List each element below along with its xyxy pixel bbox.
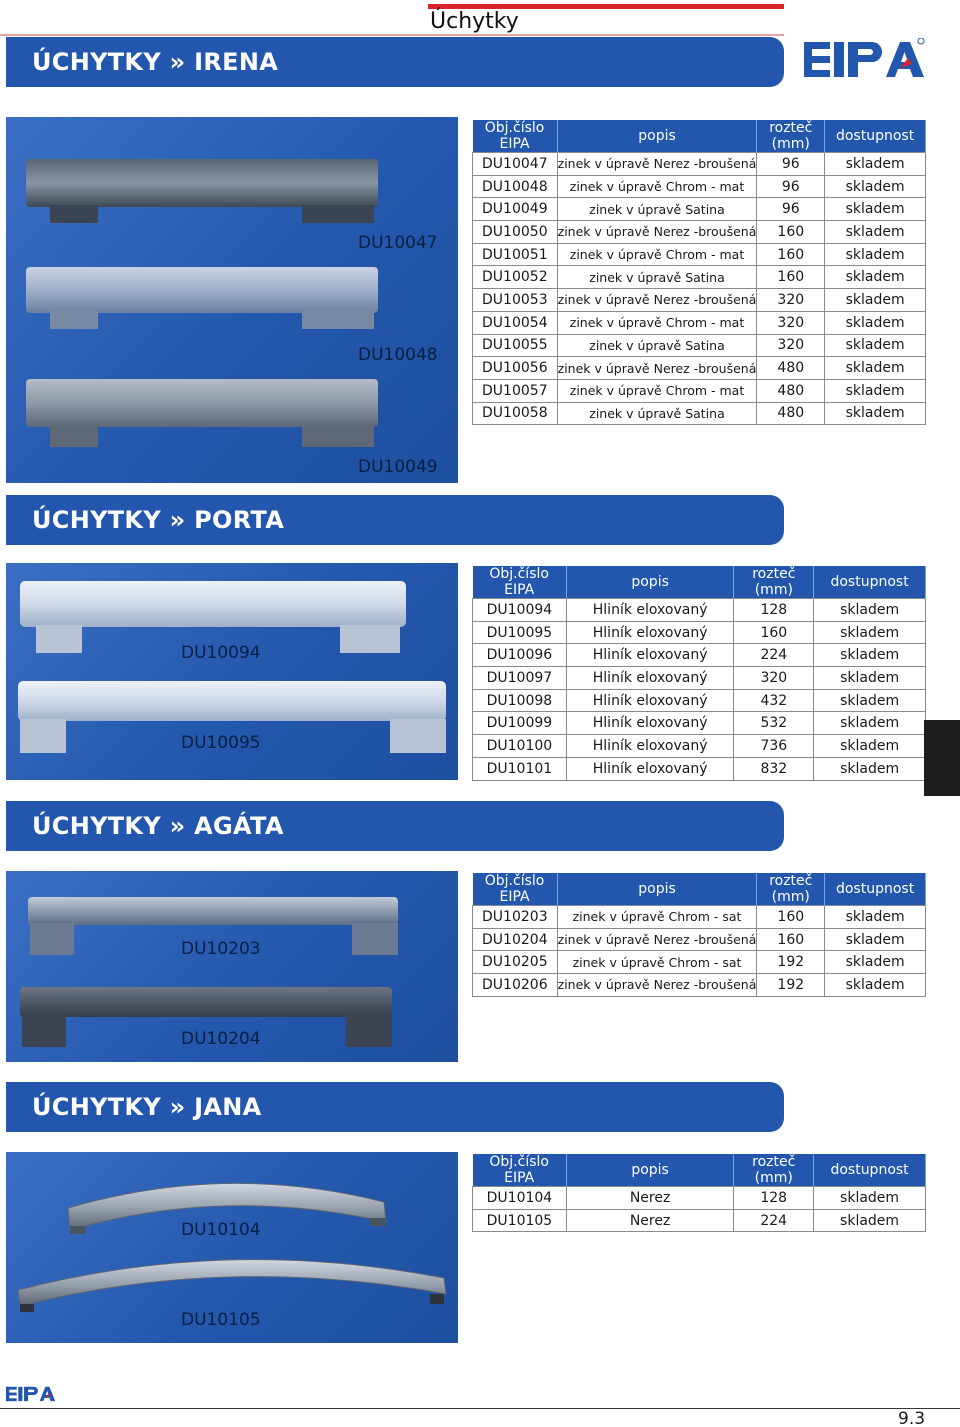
cell-code: DU10204 xyxy=(473,928,558,951)
section-banner-irena: ÚCHYTKY » IRENA xyxy=(6,37,784,87)
cell-availability: skladem xyxy=(814,689,926,712)
product-photo-irena xyxy=(6,117,458,483)
cell-description: zinek v úpravě Chrom - mat xyxy=(557,379,757,402)
col-header-code: Obj.číslo EIPA xyxy=(473,1154,567,1187)
cell-availability: skladem xyxy=(814,644,926,667)
cell-description: Nerez xyxy=(566,1187,733,1210)
cell-code: DU10057 xyxy=(473,379,558,402)
product-photo-jana xyxy=(6,1152,458,1343)
handle-du10105 xyxy=(18,1260,446,1312)
table-row xyxy=(473,289,926,312)
cell-spacing: 192 xyxy=(757,974,825,997)
cell-description: zinek v úpravě Chrom - mat xyxy=(557,175,757,198)
cell-code: DU10049 xyxy=(473,198,558,221)
cell-spacing: 128 xyxy=(734,599,814,622)
cell-spacing: 480 xyxy=(757,357,825,380)
cell-availability: skladem xyxy=(825,243,926,266)
cell-code: DU10098 xyxy=(473,689,567,712)
col-header-availability: dostupnost xyxy=(814,1154,926,1187)
cell-code: DU10048 xyxy=(473,175,558,198)
cell-availability: skladem xyxy=(814,1209,926,1232)
photo-label: DU10203 xyxy=(181,939,261,959)
cell-code: DU10053 xyxy=(473,289,558,312)
chapter-side-tab xyxy=(924,720,960,796)
cell-spacing: 160 xyxy=(757,266,825,289)
page-title: Úchytky xyxy=(430,9,519,34)
cell-availability: skladem xyxy=(814,757,926,780)
table-header-row xyxy=(473,873,926,906)
col-header-availability: dostupnost xyxy=(825,873,926,906)
table-row xyxy=(473,928,926,951)
photo-label: DU10204 xyxy=(181,1029,261,1049)
cell-spacing: 320 xyxy=(757,289,825,312)
cell-availability: skladem xyxy=(825,928,926,951)
cell-spacing: 832 xyxy=(734,757,814,780)
table-row xyxy=(473,198,926,221)
col-header-spacing: rozteč (mm) xyxy=(757,873,825,906)
table-row xyxy=(473,153,926,176)
cell-availability: skladem xyxy=(825,334,926,357)
table-row xyxy=(473,379,926,402)
table-row xyxy=(473,667,926,690)
col-header-code: Obj.číslo EIPA xyxy=(473,120,558,153)
cell-availability: skladem xyxy=(825,198,926,221)
cell-code: DU10206 xyxy=(473,974,558,997)
cell-code: DU10054 xyxy=(473,311,558,334)
product-table-porta xyxy=(472,566,926,781)
table-header-row xyxy=(473,566,926,599)
cell-code: DU10101 xyxy=(473,757,567,780)
cell-code: DU10205 xyxy=(473,951,558,974)
cell-description: zinek v úpravě Satina xyxy=(557,334,757,357)
cell-description: zinek v úpravě Nerez -broušená xyxy=(557,928,757,951)
table-row xyxy=(473,311,926,334)
cell-code: DU10056 xyxy=(473,357,558,380)
cell-availability: skladem xyxy=(825,951,926,974)
cell-spacing: 160 xyxy=(734,621,814,644)
cell-spacing: 96 xyxy=(757,198,825,221)
col-header-spacing: rozteč (mm) xyxy=(734,566,814,599)
cell-availability: skladem xyxy=(825,402,926,425)
cell-description: Nerez xyxy=(566,1209,733,1232)
table-header-row xyxy=(473,1154,926,1187)
table-header-row xyxy=(473,120,926,153)
cell-description: Hliník eloxovaný xyxy=(566,644,734,667)
cell-spacing: 160 xyxy=(757,928,825,951)
cell-spacing: 320 xyxy=(757,334,825,357)
cell-availability: skladem xyxy=(814,621,926,644)
table-row xyxy=(473,735,926,758)
table-row xyxy=(473,906,926,929)
table-row xyxy=(473,1209,926,1232)
cell-spacing: 160 xyxy=(757,906,825,929)
cell-spacing: 480 xyxy=(757,402,825,425)
cell-spacing: 96 xyxy=(757,153,825,176)
handle-du10047 xyxy=(26,159,378,223)
cell-spacing: 736 xyxy=(734,735,814,758)
cell-availability: skladem xyxy=(814,1187,926,1210)
cell-description: Hliník eloxovaný xyxy=(566,667,734,690)
cell-code: DU10055 xyxy=(473,334,558,357)
col-header-code: Obj.číslo EIPA xyxy=(473,566,567,599)
col-header-spacing: rozteč (mm) xyxy=(734,1154,814,1187)
handle-du10049 xyxy=(26,379,378,447)
photo-label: DU10049 xyxy=(358,457,438,477)
cell-description: zinek v úpravě Chrom - sat xyxy=(557,951,757,974)
page-number: 9.3 xyxy=(898,1409,926,1427)
cell-availability: skladem xyxy=(825,153,926,176)
cell-availability: skladem xyxy=(814,599,926,622)
cell-spacing: 96 xyxy=(757,175,825,198)
handle-du10048 xyxy=(26,267,378,329)
cell-availability: skladem xyxy=(814,712,926,735)
cell-spacing: 224 xyxy=(734,1209,814,1232)
col-header-availability: dostupnost xyxy=(814,566,926,599)
cell-spacing: 224 xyxy=(734,644,814,667)
cell-spacing: 192 xyxy=(757,951,825,974)
cell-description: Hliník eloxovaný xyxy=(566,757,734,780)
cell-code: DU10058 xyxy=(473,402,558,425)
cell-code: DU10050 xyxy=(473,221,558,244)
eipa-logo xyxy=(804,38,926,86)
table-row xyxy=(473,712,926,735)
product-photo-porta xyxy=(6,563,458,780)
cell-code: DU10097 xyxy=(473,667,567,690)
section-banner-jana: ÚCHYTKY » JANA xyxy=(6,1082,784,1132)
cell-code: DU10047 xyxy=(473,153,558,176)
col-header-spacing: rozteč (mm) xyxy=(757,120,825,153)
cell-code: DU10099 xyxy=(473,712,567,735)
photo-label: DU10104 xyxy=(181,1220,261,1240)
table-row xyxy=(473,644,926,667)
cell-code: DU10051 xyxy=(473,243,558,266)
cell-availability: skladem xyxy=(825,906,926,929)
cell-description: Hliník eloxovaný xyxy=(566,735,734,758)
cell-availability: skladem xyxy=(825,289,926,312)
cell-availability: skladem xyxy=(825,379,926,402)
cell-spacing: 480 xyxy=(757,379,825,402)
cell-spacing: 160 xyxy=(757,243,825,266)
section-banner-agata: ÚCHYTKY » AGÁTA xyxy=(6,801,784,851)
cell-code: DU10094 xyxy=(473,599,567,622)
cell-description: zinek v úpravě Satina xyxy=(557,198,757,221)
cell-description: zinek v úpravě Satina xyxy=(557,402,757,425)
table-row xyxy=(473,334,926,357)
cell-code: DU10105 xyxy=(473,1209,567,1232)
product-table-jana xyxy=(472,1154,926,1232)
photo-label: DU10095 xyxy=(181,733,261,753)
cell-spacing: 128 xyxy=(734,1187,814,1210)
cell-availability: skladem xyxy=(825,357,926,380)
table-row xyxy=(473,974,926,997)
cell-code: DU10203 xyxy=(473,906,558,929)
table-row xyxy=(473,621,926,644)
cell-description: zinek v úpravě Nerez -broušená xyxy=(557,289,757,312)
cell-spacing: 320 xyxy=(757,311,825,334)
header-divider xyxy=(0,34,784,36)
cell-description: zinek v úpravě Nerez -broušená xyxy=(557,974,757,997)
cell-code: DU10100 xyxy=(473,735,567,758)
cell-description: Hliník eloxovaný xyxy=(566,621,734,644)
product-table-agata xyxy=(472,873,926,997)
cell-code: DU10104 xyxy=(473,1187,567,1210)
cell-availability: skladem xyxy=(825,311,926,334)
table-row xyxy=(473,175,926,198)
cell-availability: skladem xyxy=(825,266,926,289)
table-row xyxy=(473,599,926,622)
cell-description: zinek v úpravě Chrom - mat xyxy=(557,243,757,266)
col-header-availability: dostupnost xyxy=(825,120,926,153)
cell-spacing: 320 xyxy=(734,667,814,690)
cell-code: DU10052 xyxy=(473,266,558,289)
photo-label: DU10047 xyxy=(358,233,438,253)
cell-availability: skladem xyxy=(825,175,926,198)
cell-description: zinek v úpravě Nerez -broušená xyxy=(557,357,757,380)
col-header-description: popis xyxy=(557,120,757,153)
handle-illustrations-irena xyxy=(6,117,458,483)
cell-description: zinek v úpravě Nerez -broušená xyxy=(557,221,757,244)
table-row xyxy=(473,1187,926,1210)
cell-availability: skladem xyxy=(825,221,926,244)
cell-description: Hliník eloxovaný xyxy=(566,599,734,622)
photo-label: DU10094 xyxy=(181,643,261,663)
product-photo-agata xyxy=(6,871,458,1062)
cell-spacing: 160 xyxy=(757,221,825,244)
cell-description: zinek v úpravě Chrom - mat xyxy=(557,311,757,334)
cell-code: DU10095 xyxy=(473,621,567,644)
cell-code: DU10096 xyxy=(473,644,567,667)
cell-availability: skladem xyxy=(814,667,926,690)
col-header-description: popis xyxy=(557,873,757,906)
eipa-logo-footer xyxy=(6,1384,56,1406)
col-header-code: Obj.číslo EIPA xyxy=(473,873,558,906)
cell-availability: skladem xyxy=(814,735,926,758)
table-row xyxy=(473,689,926,712)
table-row xyxy=(473,243,926,266)
table-row xyxy=(473,951,926,974)
table-row xyxy=(473,402,926,425)
cell-spacing: 432 xyxy=(734,689,814,712)
cell-description: zinek v úpravě Nerez -broušená xyxy=(557,153,757,176)
cell-description: zinek v úpravě Satina xyxy=(557,266,757,289)
cell-availability: skladem xyxy=(825,974,926,997)
photo-label: DU10105 xyxy=(181,1310,261,1330)
cell-spacing: 532 xyxy=(734,712,814,735)
table-row xyxy=(473,221,926,244)
photo-label: DU10048 xyxy=(358,345,438,365)
table-row xyxy=(473,266,926,289)
section-banner-porta: ÚCHYTKY » PORTA xyxy=(6,495,784,545)
footer-divider xyxy=(0,1408,960,1409)
col-header-description: popis xyxy=(566,1154,733,1187)
cell-description: zinek v úpravě Chrom - sat xyxy=(557,906,757,929)
col-header-description: popis xyxy=(566,566,734,599)
cell-description: Hliník eloxovaný xyxy=(566,712,734,735)
table-row xyxy=(473,757,926,780)
table-row xyxy=(473,357,926,380)
cell-description: Hliník eloxovaný xyxy=(566,689,734,712)
product-table-irena xyxy=(472,120,926,425)
